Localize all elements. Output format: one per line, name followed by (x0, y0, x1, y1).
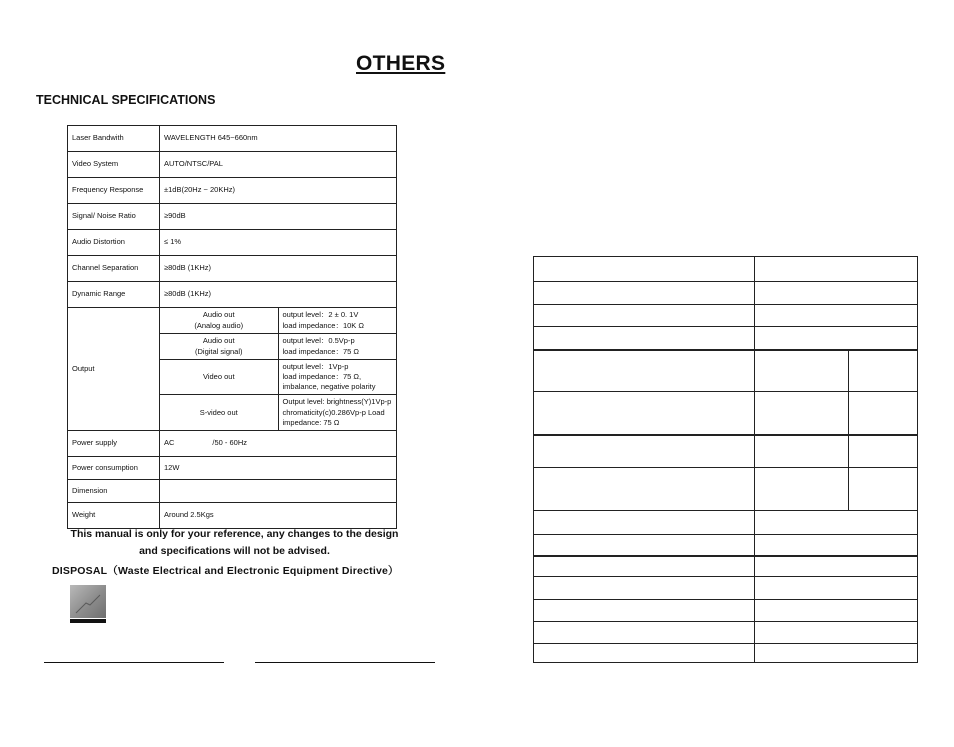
output-sub-label-line: Audio out (202, 336, 235, 346)
spec-value: ±1dB(20Hz ~ 20KHz) (160, 178, 397, 204)
blank-cell (534, 622, 755, 644)
blank-cell (755, 535, 918, 556)
spec-value: Around 2.5Kgs (160, 502, 397, 528)
spec-value (160, 479, 397, 502)
spec-label: Audio Distortion (68, 230, 160, 256)
spec-label: Video System (68, 152, 160, 178)
blank-row (534, 350, 918, 392)
spec-value: ≤ 1% (160, 230, 397, 256)
spec-value: ≥90dB (160, 204, 397, 230)
spec-label: Channel Separation (68, 256, 160, 282)
spec-label: Power supply (68, 430, 160, 456)
blank-cell (755, 350, 849, 392)
spec-label: Laser Bandwith (68, 126, 160, 152)
spec-row-frequency (68, 178, 397, 204)
spec-label: Signal/ Noise Ratio (68, 204, 160, 230)
blank-cell (755, 392, 849, 435)
spec-value-line: output level：2 ± 0. 1V (282, 310, 359, 320)
spec-row-distortion (68, 230, 397, 256)
disclaimer-line: This manual is only for your reference, any changes to the design (70, 528, 399, 540)
blank-cell (849, 392, 918, 435)
blank-cell (534, 392, 755, 435)
blank-row (534, 305, 918, 327)
page-title: OTHERS (356, 52, 446, 75)
spec-table (67, 125, 397, 529)
blank-cell (849, 468, 918, 511)
blank-cell (849, 350, 918, 392)
signature-line (44, 662, 224, 663)
blank-row (534, 257, 918, 282)
blank-row (534, 511, 918, 535)
blank-row (534, 644, 918, 663)
blank-row (534, 282, 918, 305)
blank-cell (755, 644, 918, 663)
blank-cell (534, 556, 755, 577)
blank-cell (534, 282, 755, 305)
output-sub-label: Video out (160, 360, 279, 395)
blank-cell (534, 535, 755, 556)
spec-label: Dynamic Range (68, 282, 160, 308)
blank-cell (534, 600, 755, 622)
spec-label: Power consumption (68, 456, 160, 479)
blank-cell (534, 327, 755, 350)
weee-bar (70, 619, 106, 623)
blank-row (534, 535, 918, 556)
disposal-heading: DISPOSAL（Waste Electrical and Electronic Equipment Directive） (52, 565, 399, 577)
spec-value: WAVELENGTH 645~660nm (160, 126, 397, 152)
spec-value (278, 360, 397, 395)
spec-value-line: output level：1Vp-p (282, 362, 349, 371)
spec-row-laser (68, 126, 397, 152)
spec-value-line: output level：0.5Vp-p (282, 336, 355, 346)
output-sub-label-line: (Digital signal) (194, 346, 243, 356)
blank-row (534, 556, 918, 577)
spec-label-output: Output (68, 308, 160, 431)
spec-value-line: Output level: brightness(Y)1Vp-p (282, 397, 392, 407)
output-sub-label: S-video out (160, 395, 279, 430)
blank-row (534, 622, 918, 644)
blank-row (534, 392, 918, 435)
blank-cell (534, 511, 755, 535)
spec-value-line: load impedance：75 Ω (282, 346, 359, 356)
spec-value-part: AC (164, 438, 175, 448)
output-sub-label-line: (Analog audio) (194, 320, 244, 330)
blank-row (534, 327, 918, 350)
blank-row (534, 600, 918, 622)
blank-cell (755, 556, 918, 577)
blank-cell (534, 577, 755, 600)
blank-cell (534, 435, 755, 468)
signature-line (255, 662, 435, 663)
blank-cell (755, 257, 918, 282)
blank-cell (755, 327, 918, 350)
output-sub-label (160, 334, 279, 360)
spec-row-dynamic-range (68, 282, 397, 308)
blank-cell (755, 435, 849, 468)
spec-label: Frequency Response (68, 178, 160, 204)
blank-cell (534, 305, 755, 327)
blank-row (534, 435, 918, 468)
spec-row-output-analog (68, 308, 397, 334)
blank-cell (849, 435, 918, 468)
weee-disposal-icon (70, 585, 106, 618)
spec-row-weight (68, 502, 397, 528)
spec-value: ≥80dB (1KHz) (160, 282, 397, 308)
blank-cell (534, 350, 755, 392)
blank-cell (534, 644, 755, 663)
spec-row-snr (68, 204, 397, 230)
blank-cell (755, 600, 918, 622)
spec-value-line: chromaticity(c)0.286Vp-p Load impedance: 75 Ω (282, 407, 385, 427)
spec-value: AUTO/NTSC/PAL (160, 152, 397, 178)
blank-cell (755, 468, 849, 511)
blank-cell (534, 468, 755, 511)
blank-cell (755, 511, 918, 535)
blank-row (534, 468, 918, 511)
spec-row-power-supply (68, 430, 397, 456)
spec-value (278, 308, 397, 334)
spec-row-dimension (68, 479, 397, 502)
spec-row-power-consumption (68, 456, 397, 479)
weee-symbol (70, 585, 106, 618)
spec-row-video-system (68, 152, 397, 178)
spec-value-line: load impedance：10K Ω (282, 320, 364, 330)
blank-cell (755, 622, 918, 644)
blank-table (533, 256, 918, 663)
spec-value: ≥80dB (1KHz) (160, 256, 397, 282)
blank-cell (755, 282, 918, 305)
spec-value (160, 430, 397, 456)
spec-value (278, 334, 397, 360)
spec-row-channel-separation (68, 256, 397, 282)
disclaimer-line: and specifications will not be advised. (139, 545, 330, 557)
blank-cell (755, 577, 918, 600)
spec-value-line: load impedance：75 Ω, imbalance, negative polarity (282, 372, 376, 392)
blank-cell (534, 257, 755, 282)
spec-value: 12W (160, 456, 397, 479)
output-sub-label (160, 308, 279, 334)
spec-label: Weight (68, 502, 160, 528)
blank-row (534, 577, 918, 600)
blank-cell (755, 305, 918, 327)
spec-label: Dimension (68, 479, 160, 502)
output-sub-label-line: Audio out (202, 310, 235, 320)
spec-value-part: /50 - 60Hz (212, 438, 248, 448)
spec-value (278, 395, 397, 430)
section-title: TECHNICAL SPECIFICATIONS (36, 93, 216, 107)
